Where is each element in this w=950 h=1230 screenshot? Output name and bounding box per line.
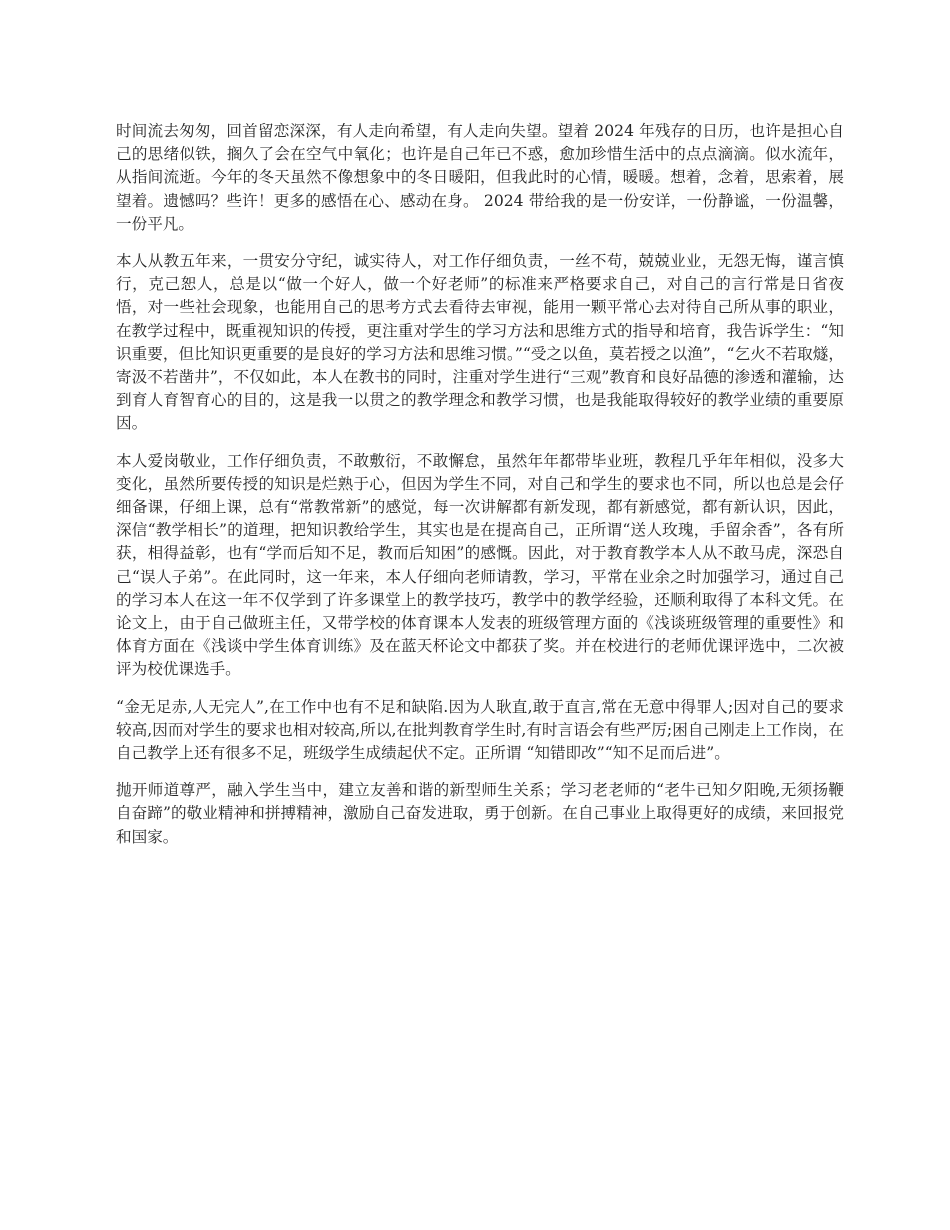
paragraph-intro: 时间流去匆匆，回首留恋深深，有人走向希望，有人走向失望。望着 2024 年残存的日历，也许是担心自己的思绪似铁，搁久了会在空气中氧化；也许是自己年已不惑，愈加珍惜生活中的点点滴滴。似水流年，从指间流逝。今年的冬天虽然不像想象中的冬日暖阳，但我此时的心情，暖暖。想着，念着，思索着，展望着。遗憾吗？些许！更多的感悟在心、感动在身。 2024 带给我的是一份安详，一份静谧，一份温馨，一份平凡。 [116, 122, 844, 233]
paragraph-future-goals: 抛开师道尊严，融入学生当中，建立友善和谐的新型师生关系；学习老老师的“老牛已知夕阳晚,无须扬鞭自奋蹄”的敬业精神和拼搏精神，激励自己奋发进取，勇于创新。在自己事业上取得更好的成绩，来回报党和国家。 [116, 781, 844, 846]
document-body [116, 120, 844, 863]
paragraph-teaching-philosophy: 本人从教五年来，一贯安分守纪，诚实待人，对工作仔细负责，一丝不苟，兢兢业业，无怨无悔，谨言慎行，克己恕人，总是以“做一个好人，做一个好老师”的标准来严格要求自己，对自己的言行常是日省夜悟，对一些社会现象，也能用自己的思考方式去看待去审视，能用一颗平常心去对待自己所从事的职业，在教学过程中，既重视知识的传授，更注重对学生的学习方法和思维方式的指导和培育，我告诉学生：“知识重要，但比知识更重要的是良好的学习方法和思维习惯。”“受之以鱼，莫若授之以渔”，“乞火不若取燧，寄汲不若凿井”，不仅如此，本人在教书的同时，注重对学生进行“三观”教育和良好品德的渗透和灌输，达到育人育智育心的目的，这是我一以贯之的教学理念和教学习惯，也是我能取得较好的教学业绩的重要原因。 [116, 252, 844, 433]
paragraph-dedication: 本人爱岗敬业，工作仔细负责，不敢敷衍，不敢懈怠，虽然年年都带毕业班，教程几乎年年相似，没多大变化，虽然所要传授的知识是烂熟于心，但因为学生不同，对自己和学生的要求也不同，所以也总是会仔细备课，仔细上课，总有“常教常新”的感觉，每一次讲解都有新发现，都有新感觉，都有新认识，因此，深信“教学相长”的道理，把知识教给学生，其实也是在提高自己，正所谓“送人玫瑰，手留余香”，各有所获，相得益彰，也有“学而后知不足，教而后知困”的感慨。因此，对于教育教学本人从不敢马虎，深恐自己“误人子弟”。在此同时，这一年来，本人仔细向老师请教，学习，平常在业余之时加强学习，通过自己的学习本人在这一年不仅学到了许多课堂上的教学技巧，教学中的教学经验，还顺利取得了本科文凭。在论文上，由于自己做班主任，又带学校的体育课本人发表的班级管理方面的《浅谈班级管理的重要性》和体育方面在《浅谈中学生体育训练》及在蓝天杯论文中都获了奖。并在校进行的老师优课评选中，二次被评为校优课选手。 [116, 451, 844, 679]
paragraph-shortcomings: “金无足赤,人无完人”,在工作中也有不足和缺陷.因为人耿直,敢于直言,常在无意中得罪人;因对自己的要求较高,因而对学生的要求也相对较高,所以,在批判教育学生时,有时言语会有些严厉;困自己刚走上工作岗，在自己教学上还有很多不足，班级学生成绩起伏不定。正所谓 “知错即改”“知不足而后进”。 [116, 697, 844, 763]
